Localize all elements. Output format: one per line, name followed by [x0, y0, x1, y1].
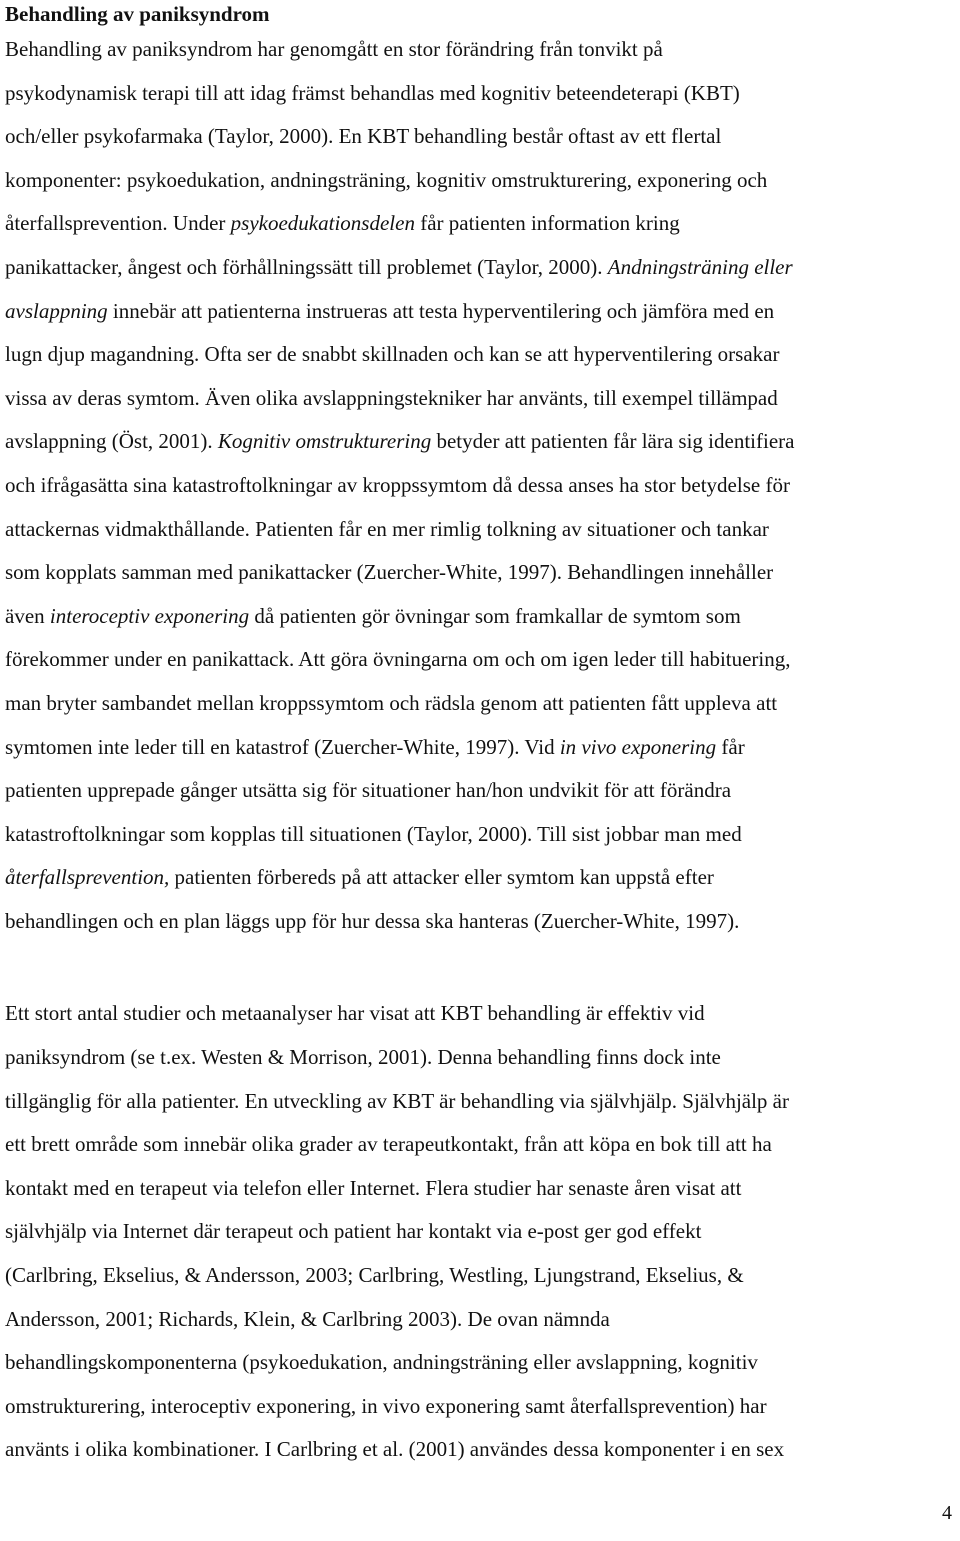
text-line: [5, 769, 955, 813]
text-run: lugn djup magandning. Ofta ser de snabbt skillnaden och kan se att hyperventilering orsakar: [5, 342, 780, 367]
text-run: patienten upprepade gånger utsätta sig för situationer han/hon undvikit för att förändra: [5, 778, 732, 803]
text-line: [5, 856, 955, 900]
text-line: [5, 464, 955, 508]
text-line: [5, 420, 955, 464]
paragraph-treatment-overview: [5, 28, 955, 943]
italic-term: interoceptiv exponering: [49, 603, 250, 628]
text-line: [5, 1036, 955, 1080]
text-line: [5, 72, 955, 116]
text-line: [5, 1428, 955, 1472]
text-line: [5, 290, 955, 334]
text-line: [5, 1080, 955, 1124]
text-run: och ifrågasätta sina katastroftolkningar av kroppssymtom då dessa anses ha stor betydelse för: [5, 472, 790, 497]
text-line: [5, 1385, 955, 1429]
text-run: betyder att patienten får lära sig identifiera: [431, 429, 795, 454]
text-run: återfallsprevention. Under: [5, 211, 231, 236]
text-line: [5, 1210, 955, 1254]
text-run: komponenter: psykoedukation, andningsträning, kognitiv omstrukturering, exponering och: [5, 167, 768, 192]
text-run: behandlingskomponenterna (psykoedukation, andningsträning eller avslappning, kognitiv: [5, 1350, 758, 1375]
text-line: [5, 1341, 955, 1385]
text-run: då patienten gör övningar som framkallar de symtom som: [249, 603, 741, 628]
text-line: [5, 992, 955, 1036]
text-line: [5, 333, 955, 377]
text-run: Andersson, 2001; Richards, Klein, & Carlbring 2003). De ovan nämnda: [5, 1306, 610, 1331]
text-line: [5, 900, 955, 944]
text-run: kontakt med en terapeut via telefon eller Internet. Flera studier har senaste åren visat att: [5, 1175, 742, 1200]
text-run: man bryter sambandet mellan kroppssymtom och rädsla genom att patienten fått uppleva att: [5, 690, 778, 715]
text-run: använts i olika kombinationer. I Carlbring et al. (2001) användes dessa komponenter i en sex: [5, 1437, 785, 1462]
text-run: paniksyndrom (se t.ex. Westen & Morrison, 2001). Denna behandling finns dock inte: [5, 1045, 721, 1070]
text-line: [5, 638, 955, 682]
text-line: [5, 28, 955, 72]
text-line: [5, 377, 955, 421]
text-run: symtomen inte leder till en katastrof (Zuercher-White, 1997). Vid: [5, 734, 560, 759]
section-heading: Behandling av paniksyndrom: [5, 2, 270, 26]
italic-term: Kognitiv omstrukturering: [217, 429, 432, 454]
page-number: 4: [942, 1502, 952, 1524]
italic-term: in vivo exponering: [559, 734, 717, 759]
text-line: [5, 682, 955, 726]
text-line: [5, 159, 955, 203]
document-page: [5, 0, 955, 1472]
text-run: attackernas vidmakthållande. Patienten får en mer rimlig tolkning av situationer och tankar: [5, 516, 769, 541]
text-line: [5, 246, 955, 290]
text-run: ett brett område som innebär olika grader av terapeutkontakt, från att köpa en bok till att ha: [5, 1132, 772, 1157]
text-line: [5, 595, 955, 639]
text-line: [5, 1298, 955, 1342]
text-run: även: [5, 603, 50, 628]
text-run: patienten förbereds på att attacker eller symtom kan uppstå efter: [169, 865, 714, 890]
text-run: Ett stort antal studier och metaanalyser har visat att KBT behandling är effektiv vid: [5, 1001, 705, 1026]
text-run: vissa av deras symtom. Även olika avslappningstekniker har använts, till exempel tillämpad: [5, 385, 778, 410]
text-run: och/eller psykofarmaka (Taylor, 2000). En KBT behandling består oftast av ett flertal: [5, 124, 722, 149]
text-run: förekommer under en panikattack. Att göra övningarna om och om igen leder till habituering,: [5, 647, 791, 672]
italic-term: psykoedukationsdelen: [230, 211, 415, 236]
text-run: panikattacker, ångest och förhållningssätt till problemet (Taylor, 2000).: [5, 254, 608, 279]
text-run: Behandling av paniksyndrom har genomgått en stor förändring från tonvikt på: [5, 37, 663, 61]
text-run: får: [716, 734, 745, 759]
text-run: psykodynamisk terapi till att idag främst behandlas med kognitiv beteendeterapi (KBT): [5, 80, 740, 105]
paragraph-treatment-efficacy: [5, 992, 955, 1472]
text-line: [5, 202, 955, 246]
text-line: [5, 115, 955, 159]
text-line: [5, 551, 955, 595]
text-line: [5, 1123, 955, 1167]
text-run: som kopplats samman med panikattacker (Zuercher-White, 1997). Behandlingen innehåller: [5, 560, 774, 585]
italic-term: Andningsträning eller: [607, 254, 793, 279]
text-run: får patienten information kring: [414, 211, 680, 236]
text-run: (Carlbring, Ekselius, & Andersson, 2003; Carlbring, Westling, Ljungstrand, Ekselius, &: [5, 1263, 744, 1288]
text-run: avslappning (Öst, 2001).: [5, 429, 218, 454]
text-line: [5, 508, 955, 552]
italic-term: avslappning: [5, 298, 108, 323]
text-run: omstrukturering, interoceptiv exponering, in vivo exponering samt återfallsprevention) har: [5, 1393, 767, 1418]
text-line: [5, 1167, 955, 1211]
text-run: tillgänglig för alla patienter. En utveckling av KBT är behandling via självhjälp. Självhjälp är: [5, 1088, 789, 1113]
text-line: [5, 726, 955, 770]
italic-term: återfallsprevention,: [5, 865, 170, 890]
text-line: [5, 1254, 955, 1298]
text-run: behandlingen och en plan läggs upp för hur dessa ska hanteras (Zuercher-White, 1997).: [5, 908, 740, 933]
text-run: katastroftolkningar som kopplas till situationen (Taylor, 2000). Till sist jobbar man med: [5, 821, 742, 846]
text-run: innebär att patienterna instrueras att testa hyperventilering och jämföra med en: [107, 298, 775, 323]
text-run: självhjälp via Internet där terapeut och patient har kontakt via e-post ger god effekt: [5, 1219, 702, 1244]
text-line: [5, 813, 955, 857]
